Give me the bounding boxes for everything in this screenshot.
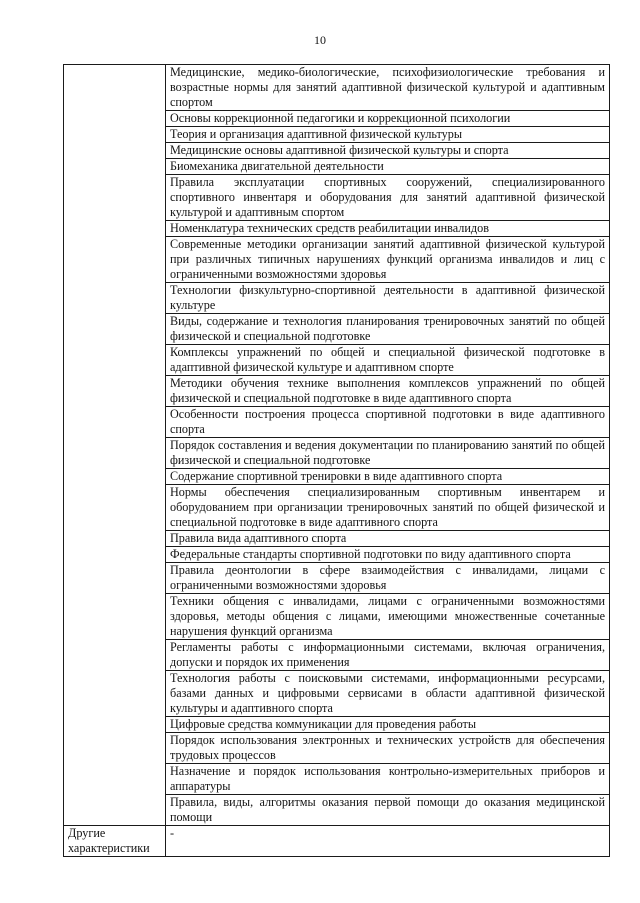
knowledge-item: Содержание спортивной тренировки в виде адаптивного спорта [166, 469, 610, 485]
knowledge-item: Номенклатура технических средств реабилитации инвалидов [166, 221, 610, 237]
knowledge-item: Методики обучения технике выполнения комплексов упражнений по общей физической и специальной подготовке в виде адаптивного спорта [166, 376, 610, 407]
table-row [64, 65, 610, 111]
knowledge-item: Теория и организация адаптивной физической культуры [166, 127, 610, 143]
knowledge-item: Правила эксплуатации спортивных сооружений, специализированного спортивного инвентаря и оборудования для занятий адаптивной физической культурой и адаптивным спортом [166, 175, 610, 221]
knowledge-item: Технология работы с поисковыми системами, информационными ресурсами, базами данных и цифровыми сервисами в области адаптивной физической культуры и адаптивного спорта [166, 671, 610, 717]
knowledge-item: Медицинские основы адаптивной физической культуры и спорта [166, 143, 610, 159]
knowledge-item: Порядок составления и ведения документации по планированию занятий по общей физической и специальной подготовке [166, 438, 610, 469]
knowledge-item: Комплексы упражнений по общей и специальной физической подготовке в адаптивной физической культуре и адаптивном спорте [166, 345, 610, 376]
knowledge-label-cell [64, 65, 166, 826]
knowledge-item: Правила деонтологии в сфере взаимодействия с инвалидами, лицами с ограниченными возможностями здоровья [166, 563, 610, 594]
knowledge-item: Техники общения с инвалидами, лицами с ограниченными возможностями здоровья, методы общения с лицами, имеющими множественные сочетанные нарушения функций организма [166, 594, 610, 640]
requirements-table [63, 64, 610, 857]
knowledge-item: Назначение и порядок использования контрольно-измерительных приборов и аппаратуры [166, 764, 610, 795]
knowledge-item: Правила, виды, алгоритмы оказания первой помощи до оказания медицинской помощи [166, 795, 610, 826]
knowledge-item: Основы коррекционной педагогики и коррекционной психологии [166, 111, 610, 127]
knowledge-item: Нормы обеспечения специализированным спортивным инвентарем и оборудованием при организации тренировочных занятий по общей физической и специальной подготовке в виде адаптивного спорта [166, 485, 610, 531]
knowledge-item: Технологии физкультурно-спортивной деятельности в адаптивной физической культуре [166, 283, 610, 314]
knowledge-item: Правила вида адаптивного спорта [166, 531, 610, 547]
other-characteristics-value: - [166, 826, 610, 857]
other-characteristics-label: Другие характеристики [64, 826, 166, 857]
table-row-other [64, 826, 610, 857]
knowledge-item: Виды, содержание и технология планирования тренировочных занятий по общей физической и специальной подготовке [166, 314, 610, 345]
knowledge-item: Медицинские, медико-биологические, психофизиологические требования и возрастные нормы для занятий адаптивной физической культурой и адаптивным спортом [166, 65, 610, 111]
knowledge-item: Особенности построения процесса спортивной подготовки в виде адаптивного спорта [166, 407, 610, 438]
knowledge-item: Федеральные стандарты спортивной подготовки по виду адаптивного спорта [166, 547, 610, 563]
knowledge-item: Цифровые средства коммуникации для проведения работы [166, 717, 610, 733]
knowledge-item: Современные методики организации занятий адаптивной физической культурой при различных типичных нарушениях функций организма инвалидов и лиц с ограниченными возможностями здоровья [166, 237, 610, 283]
knowledge-item: Порядок использования электронных и технических устройств для обеспечения трудовых процессов [166, 733, 610, 764]
page-number: 10 [314, 33, 326, 47]
knowledge-item: Регламенты работы с информационными системами, включая ограничения, допуски и порядок их применения [166, 640, 610, 671]
knowledge-item: Биомеханика двигательной деятельности [166, 159, 610, 175]
